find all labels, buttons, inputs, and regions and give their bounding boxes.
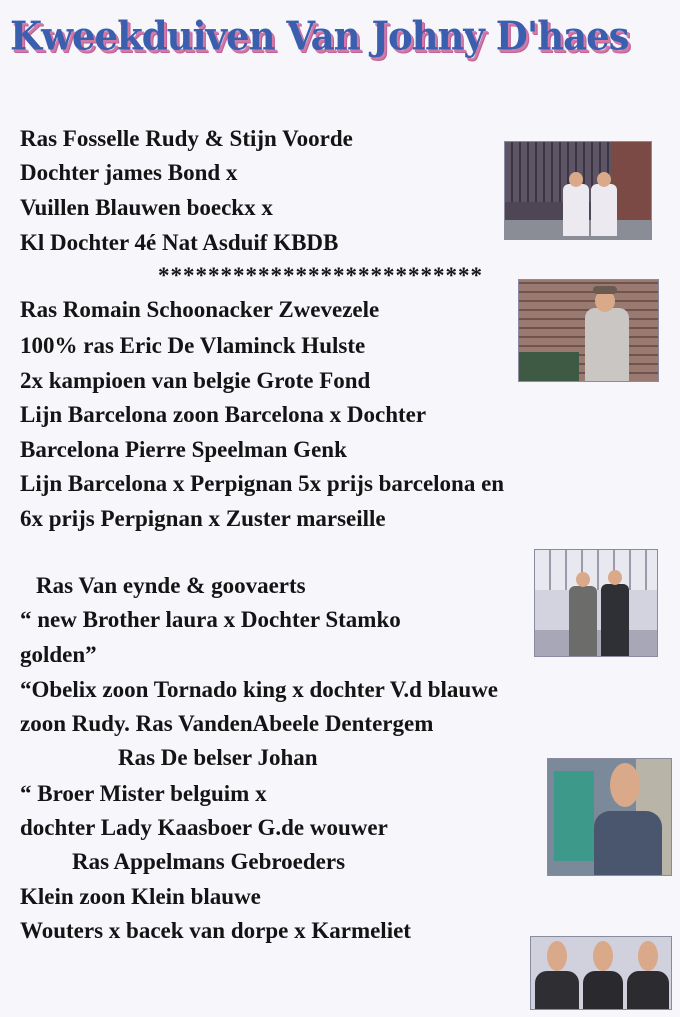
photo-man-with-pigeon (547, 758, 672, 876)
text-line: “ Broer Mister belguim x (20, 781, 267, 806)
photo-two-men-lab-coats (504, 141, 652, 240)
text-line: Ras Appelmans Gebroeders (72, 849, 346, 874)
text-line: golden” (20, 642, 97, 667)
page-title: Kweekduiven Van Johny D'haes (10, 12, 629, 60)
photo-two-men-loft (534, 549, 658, 657)
text-line: Ras Van eynde & goovaerts (36, 573, 306, 598)
photo-three-men-portrait (530, 936, 672, 1010)
text-line: Lijn Barcelona x Perpignan 5x prijs barcelona en (20, 471, 505, 496)
text-line: zoon Rudy. Ras VandenAbeele Dentergem (20, 711, 434, 736)
text-line: Dochter james Bond x (20, 160, 238, 185)
text-line: Ras Romain Schoonacker Zwevezele (20, 297, 380, 322)
text-line: “ new Brother laura x Dochter Stamko (20, 607, 401, 632)
separator-stars: ************************** (158, 263, 483, 288)
text-line: Vuillen Blauwen boeckx x (20, 195, 273, 220)
text-line: 6x prijs Perpignan x Zuster marseille (20, 506, 386, 531)
text-line: 100% ras Eric De Vlaminck Hulste (20, 333, 366, 358)
text-line: Ras De belser Johan (118, 745, 318, 770)
text-line: “Obelix zoon Tornado king x dochter V.d blauwe (20, 677, 499, 702)
text-line: Lijn Barcelona zoon Barcelona x Dochter (20, 402, 427, 427)
text-line: Barcelona Pierre Speelman Genk (20, 437, 347, 462)
text-line: Klein zoon Klein blauwe (20, 884, 261, 909)
text-line: 2x kampioen van belgie Grote Fond (20, 368, 371, 393)
text-line: Wouters x bacek van dorpe x Karmeliet (20, 918, 411, 943)
text-line: dochter Lady Kaasboer G.de wouwer (20, 815, 388, 840)
text-line: Kl Dochter 4é Nat Asduif KBDB (20, 230, 339, 255)
photo-man-holding-pigeon-fence (518, 279, 659, 382)
text-line: Ras Fosselle Rudy & Stijn Voorde (20, 126, 353, 151)
